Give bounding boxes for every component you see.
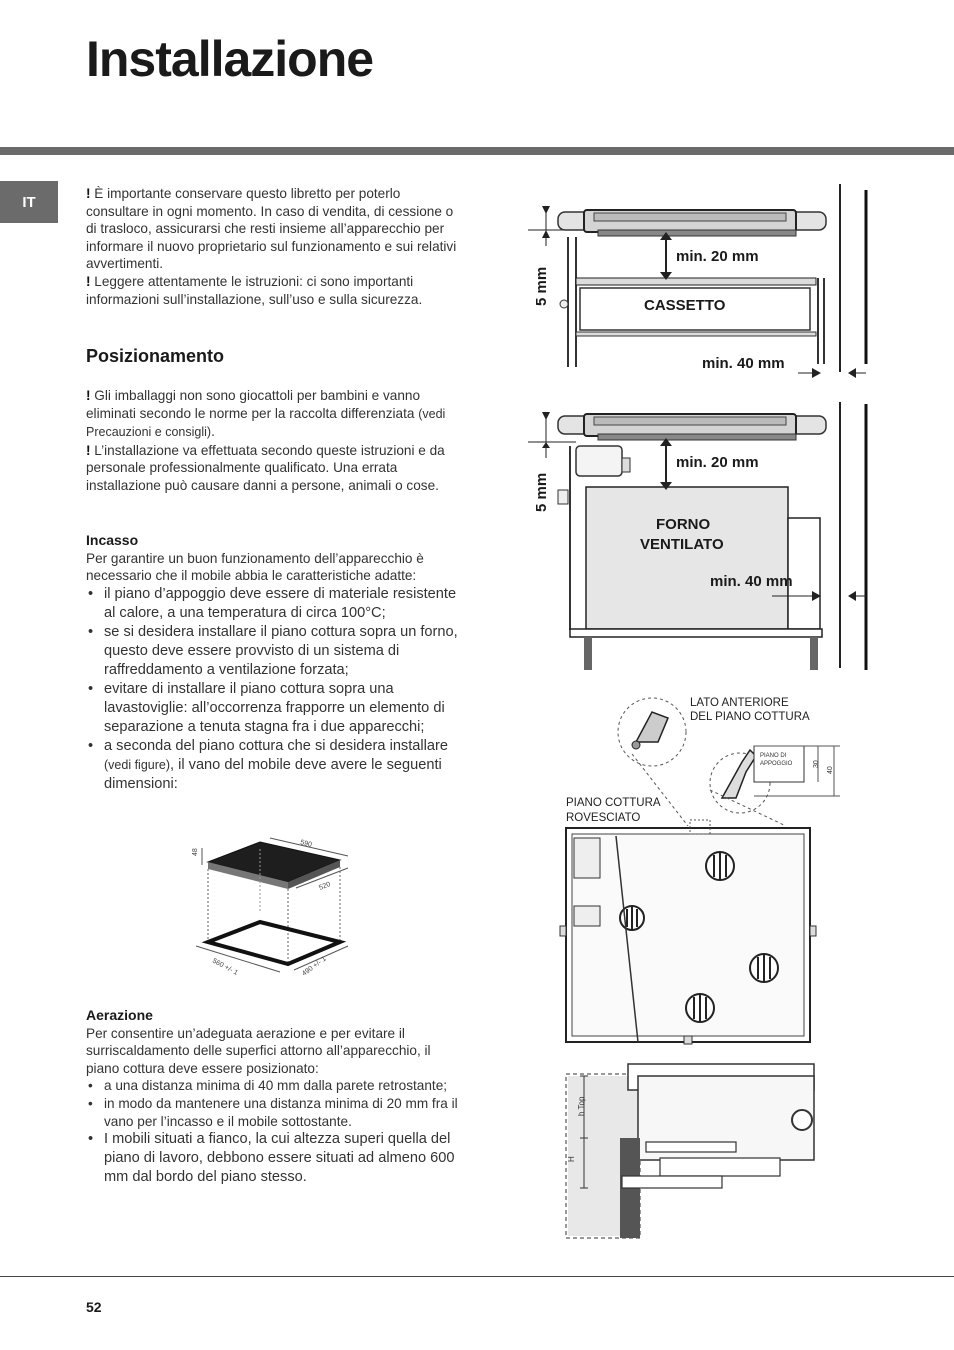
- incasso-section: [86, 532, 464, 794]
- min-below-label: min. 20 mm: [676, 248, 759, 265]
- aerazione-list-2: [86, 1130, 464, 1187]
- dim-height-label: 48: [192, 848, 199, 856]
- positioning-paragraph-2: ! L’installazione va effettuata secondo queste istruzioni e da personale professionalmente qualificato. Una errata installazione può causare danni a persone, animali o cose.: [86, 442, 445, 493]
- min-back-label: min. 40 mm: [710, 573, 793, 590]
- list-item: • il piano d’appoggio deve essere di materiale resistente al calore, a una temperatura di circa 100°C;: [86, 585, 464, 623]
- subheading-aerazione: Aerazione: [86, 1007, 153, 1023]
- page-title: Installazione: [86, 31, 374, 87]
- warning-mark: !: [86, 186, 91, 201]
- aerazione-list: [86, 1077, 464, 1130]
- intro-section: [86, 185, 464, 308]
- h-top-label: h Top: [577, 1096, 586, 1116]
- list-item: • evitare di installare il piano cottura sopra una lavastoviglie: all’occorrenza frapporre un elemento di separazione a tenuta stagna fra i due apparecchi;: [86, 680, 464, 737]
- header-divider: [0, 147, 954, 155]
- positioning-paragraph-1: ! Gli imballaggi non sono giocattoli per bambini e vanno eliminati secondo le norme per la raccolta differenziata (vedi Precauzioni e consigli).: [86, 388, 446, 440]
- cutout-dimensions-figure: [188, 832, 358, 990]
- support-label-line2: APPOGGIO: [760, 761, 793, 767]
- list-item: • I mobili situati a fianco, la cui altezza superi quella del piano di lavoro, debbono essere situati ad almeno 600 mm dal bordo del piano stesso.: [86, 1130, 464, 1187]
- page-number: 52: [86, 1299, 102, 1315]
- aerazione-intro: Per consentire un’adeguata aerazione e per evitare il surriscaldamento delle superfici attorno all’apparecchio, il piano cottura deve essere posizionato:: [86, 1025, 431, 1076]
- gap-top-label: 5 mm: [533, 266, 550, 306]
- worktop-section-figure: [560, 1058, 814, 1242]
- dim-width-label: 590: [299, 839, 313, 849]
- language-tab: IT: [0, 181, 58, 223]
- dim-30-label: 30: [813, 760, 820, 768]
- list-item: • a seconda del piano cottura che si desidera installare (vedi figure), il vano del mobile deve avere le seguenti dimensioni:: [86, 737, 464, 794]
- intro-paragraph-1: ! È importante conservare questo libretto per poterlo consultare in ogni momento. In caso di vendita, di cessione o di trasloco, assicurarsi che resti insieme all’apparecchio per informare il nuovo proprietario sul funzionamento e sui relativi avvertimenti.: [86, 186, 457, 272]
- front-side-label-line2: DEL PIANO COTTURA: [690, 711, 810, 723]
- warning-mark: !: [86, 273, 91, 289]
- warning-mark: !: [86, 442, 91, 458]
- front-side-label-line1: LATO ANTERIORE: [690, 697, 789, 709]
- incasso-intro: Per garantire un buon funzionamento dell’apparecchio è necessario che il mobile abbia le caratteristiche adatte:: [86, 550, 424, 584]
- cross-reference: (vedi Precauzioni e consigli): [86, 406, 446, 440]
- incasso-list: [86, 585, 464, 794]
- cut-depth-label: 490 +/- 1: [301, 955, 328, 978]
- drawer-label: CASSETTO: [644, 297, 726, 314]
- gap-top-label: 5 mm: [533, 472, 550, 512]
- oven-label-line2: VENTILATO: [640, 536, 724, 553]
- flipped-hob-label-line1: PIANO COTTURA: [566, 797, 661, 809]
- cross-reference: (vedi figure): [104, 757, 170, 772]
- positioning-section: [86, 387, 464, 495]
- list-item: • se si desidera installare il piano cottura sopra un forno, questo deve essere provvisto di un sistema di raffreddamento a ventilazione forzata;: [86, 623, 464, 680]
- list-item: • a una distanza minima di 40 mm dalla parete retrostante;: [86, 1077, 464, 1095]
- min-back-label: min. 40 mm: [702, 355, 785, 372]
- footer-divider: [0, 1276, 954, 1277]
- intro-paragraph-2: ! Leggere attentamente le istruzioni: ci sono importanti informazioni sull’installazione, sull’uso e sulla sicurezza.: [86, 273, 423, 307]
- cut-width-label: 560 +/- 1: [211, 957, 239, 977]
- aerazione-section: [86, 1007, 464, 1187]
- support-label-line1: PIANO DI: [760, 753, 787, 759]
- oven-clearance-figure: [528, 400, 868, 672]
- bracket-installation-figure: [560, 690, 850, 1045]
- subheading-incasso: Incasso: [86, 532, 139, 548]
- dim-depth-label: 520: [318, 880, 332, 892]
- flipped-hob-label-line2: ROVESCIATO: [566, 812, 641, 824]
- drawer-clearance-figure: [528, 182, 868, 384]
- oven-label-line1: FORNO: [656, 516, 711, 533]
- warning-mark: !: [86, 388, 91, 403]
- dim-40-label: 40: [827, 766, 834, 774]
- min-below-label: min. 20 mm: [676, 454, 759, 471]
- list-item: • in modo da mantenere una distanza minima di 20 mm fra il vano per l’incasso e il mobile sottostante.: [86, 1095, 464, 1130]
- section-heading-positioning: Posizionamento: [86, 346, 225, 366]
- h-label: H: [567, 1156, 576, 1162]
